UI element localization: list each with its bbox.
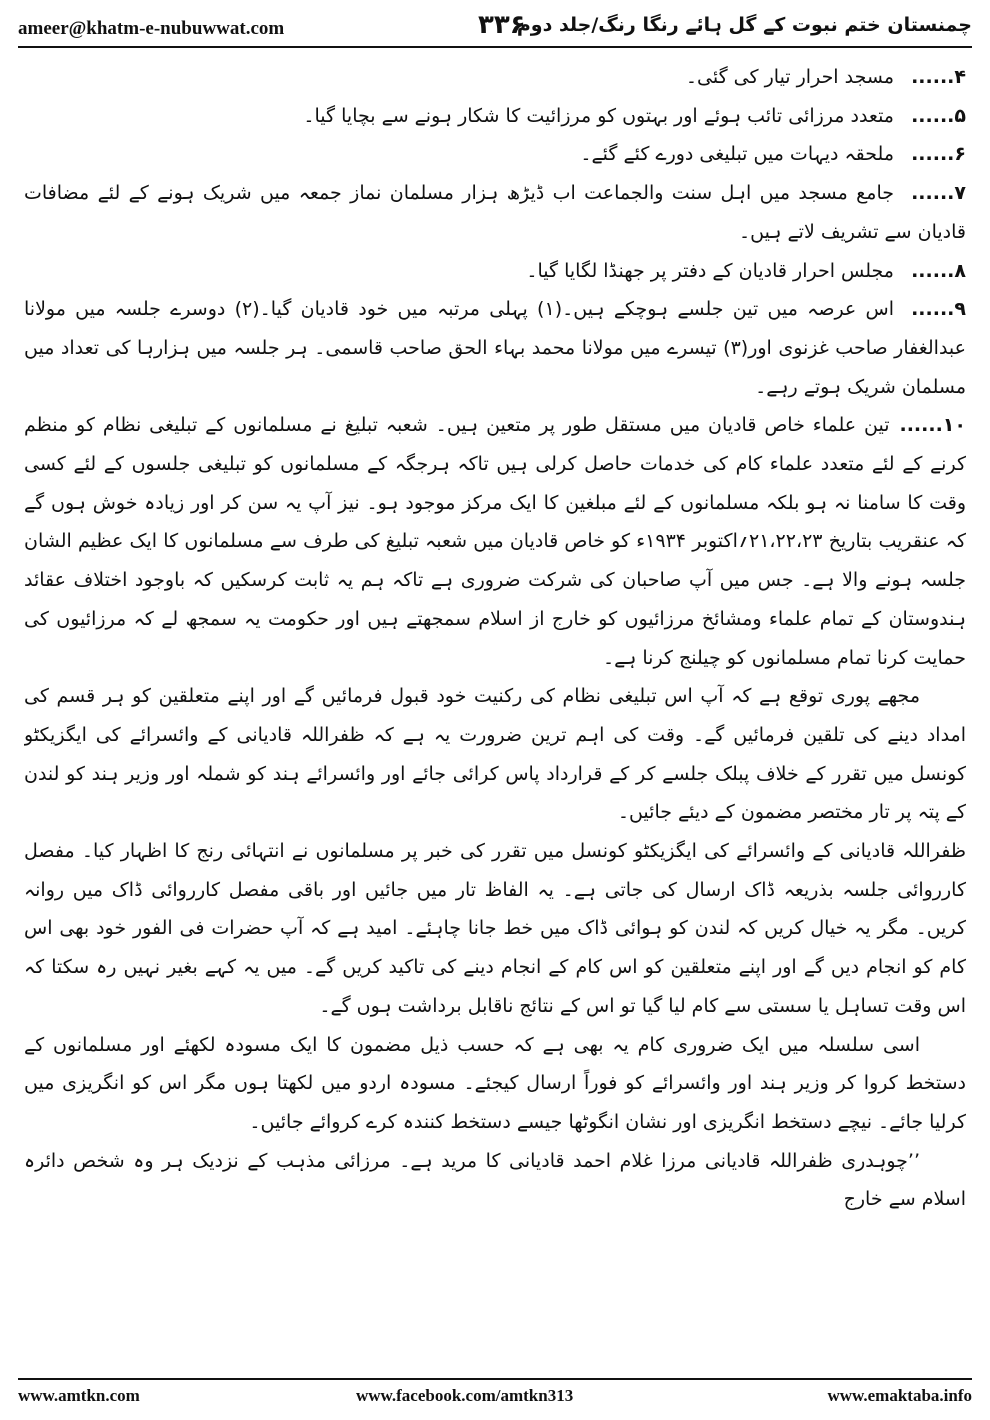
item-text: ملحقہ دیہات میں تبلیغی دورے کئے گئے۔ xyxy=(580,143,894,166)
item-number: ۱۰...... xyxy=(899,414,966,437)
page-body xyxy=(24,58,966,1368)
item-text: مسجد احرار تیار کی گئی۔ xyxy=(685,66,894,88)
list-item-9 xyxy=(24,290,966,406)
list-item-10 xyxy=(24,406,966,677)
item-number: ۸...... xyxy=(911,259,966,282)
list-item-8 xyxy=(24,252,966,291)
item-number: ۷...... xyxy=(911,182,966,205)
footer-link-left[interactable]: www.amtkn.com xyxy=(18,1386,140,1405)
list-item-6 xyxy=(24,135,966,174)
item-text: تین علماء خاص قادیان میں مستقل طور پر متعین ہیں۔ شعبہ تبلیغ نے مسلمانوں کے تبلیغی نظام کو منظم کرنے کے لئے متعدد علماء کام کی خدمات حاصل کرلی ہیں تاکہ ہرجگہ کے مسلمانوں کو تبلیغی جلسوں کے لئے کسی وقت کا سامنا نہ ہو بلکہ مسلمانوں کے لئے مبلغین کا ایک مرکز موجود ہو۔ نیز آپ یہ سن کر اور زیادہ خوش ہوں گے کہ عنقریب بتاریخ ۲۱،۲۲،۲۳؍اکتوبر ۱۹۳۴ء کو خاص قادیان میں شعبہ تبلیغ کی طرف سے مسلمانوں کا ایک عظیم الشان جلسہ ہونے والا ہے۔ جس میں آپ صاحبان کی شرکت ضروری ہے تاکہ ہم یہ ثابت کرسکیں کہ باوجود اختلاف عقائد ہندوستان کے تمام علماء ومشائخ مرزائیوں کو خارج از اسلام سمجھتے ہیں اور حکومت یہ سمجھ لے کہ مرزائیوں کی حمایت کرنا تمام مسلمانوں کو چیلنج کرنا ہے۔ xyxy=(24,414,966,669)
header-rule xyxy=(18,46,972,48)
item-number: ۵...... xyxy=(911,104,966,127)
page-number: ۳۳۶ xyxy=(478,10,526,40)
paragraph-2: ظفراللہ قادیانی کے وائسرائے کی ایگزیکٹو کونسل میں تقرر کی خبر پر مسلمانوں نے انتہائی رنج کا اظہار کیا۔ مفصل کارروائی جلسہ بذریعہ ڈاک ارسال کی جاتی ہے۔ یہ الفاظ تار میں جائیں اور باقی مفصل کارروائی ڈاک میں روانہ کریں۔ مگر یہ خیال کریں کہ لندن کو ہوائی ڈاک میں خط جانا چاہئے۔ امید ہے کہ آپ حضرات فی الفور خود بھی اس کام کو انجام دیں گے اور اپنے متعلقین کو اس کام کے انجام دینے کی تاکید کریں گے۔ میں یہ کہے بغیر نہیں رہ سکتا کہ اس وقت تساہل یا سستی سے کام لیا گیا تو اس کے نتائج ناقابل برداشت ہوں گے۔ xyxy=(24,840,966,1017)
list-item-5 xyxy=(24,97,966,136)
item-text: جامع مسجد میں اہل سنت والجماعت اب ڈیڑھ ہزار مسلمان نماز جمعہ میں شریک ہونے کے لئے مضافات قادیان سے تشریف لاتے ہیں۔ xyxy=(24,182,966,243)
item-number: ۶...... xyxy=(911,143,966,166)
page-footer xyxy=(18,1384,972,1414)
header-email: ameer@khatm-e-nubuwwat.com xyxy=(18,18,285,39)
list-item-4 xyxy=(24,58,966,97)
footer-rule xyxy=(18,1378,972,1380)
footer-link-right[interactable]: www.emaktaba.info xyxy=(827,1386,972,1405)
page-header xyxy=(18,8,972,48)
list-item-7 xyxy=(24,174,966,251)
paragraph-4: ’’چوہدری ظفراللہ قادیانی مرزا غلام احمد قادیانی کا مرید ہے۔ مرزائی مذہب کے نزدیک ہر وہ شخص دائرہ اسلام سے خارج xyxy=(24,1149,966,1211)
book-title: چمنستان ختم نبوت کے گل ہائے رنگا رنگ/جلد دوم xyxy=(516,14,972,36)
footer-link-center[interactable]: www.facebook.com/amtkn313 xyxy=(356,1386,574,1405)
item-text: اس عرصہ میں تین جلسے ہوچکے ہیں۔(۱) پہلی مرتبہ میں خود قادیان گیا۔(۲) دوسرے جلسہ میں مولانا عبدالغفار صاحب غزنوی اور(۳) تیسرے میں مولانا محمد بہاء الحق صاحب قاسمی۔ ہر جلسہ میں ہزارہا کی تعداد میں مسلمان شریک ہوتے رہے۔ xyxy=(24,298,966,398)
item-text: متعدد مرزائی تائب ہوئے اور بہتوں کو مرزائیت کا شکار ہونے سے بچایا گیا۔ xyxy=(303,104,894,127)
item-number: ۴...... xyxy=(911,66,966,88)
item-text: مجلس احرار قادیان کے دفتر پر جھنڈا لگایا گیا۔ xyxy=(526,259,894,282)
item-number: ۹...... xyxy=(911,298,966,321)
paragraph-3: اسی سلسلہ میں ایک ضروری کام یہ بھی ہے کہ حسب ذیل مضمون کا ایک مسودہ لکھئے اور مسلمانوں کے دستخط کروا کر وزیر ہند اور وائسرائے کو فوراً ارسال کیجئے۔ مسودہ اردو میں لکھتا ہوں مگر اس کو انگریزی میں کرلیا جائے۔ نیچے دستخط انگریزی اور نشان انگوٹھا جیسے دستخط کنندہ کرے کروائے جائیں۔ xyxy=(24,1033,966,1133)
paragraph-1: مجھے پوری توقع ہے کہ آپ اس تبلیغی نظام کی رکنیت خود قبول فرمائیں گے اور اپنے متعلقین کو ہر قسم کی امداد دینے کی تلقین فرمائیں گے۔ وقت کی اہم ترین ضرورت یہ ہے کہ ظفراللہ قادیانی کے وائسرائے کی ایگزیکٹو کونسل میں تقرر کے خلاف پبلک جلسے کر کے قرارداد پاس کرائی جائے اور وائسرائے ہند کو شملہ اور وزیر ہند کو لندن کے پتہ پر تار مختصر مضمون کے دیئے جائیں۔ xyxy=(24,685,966,824)
